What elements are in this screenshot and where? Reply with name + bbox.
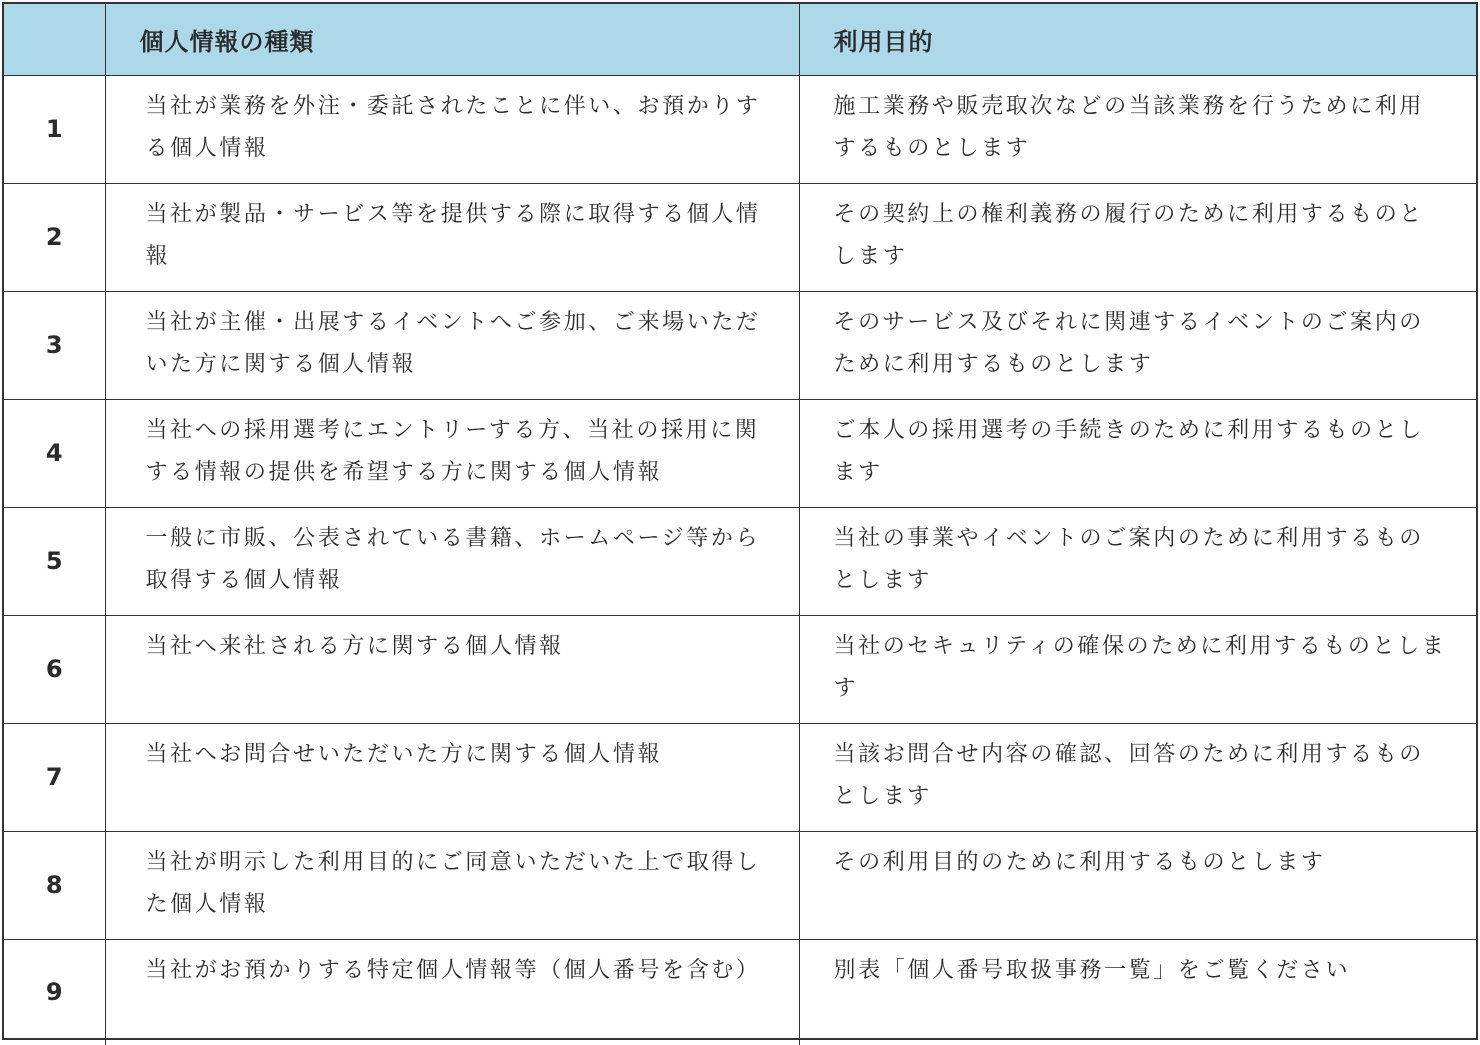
row-type: 当社への採用選考にエントリーする方、当社の採用に関する情報の提供を希望する方に関する個人情報 <box>105 399 799 507</box>
row-purpose: その契約上の権利義務の履行のために利用するものとします <box>799 183 1476 291</box>
row-type: 当社へ来社される方に関する個人情報 <box>105 615 799 723</box>
table-row <box>4 291 1476 399</box>
table-row <box>4 399 1476 507</box>
row-number: 9 <box>4 939 105 1045</box>
personal-info-table-container <box>2 2 1478 1040</box>
table-row <box>4 75 1476 183</box>
row-purpose: ご本人の採用選考の手続きのために利用するものとします <box>799 399 1476 507</box>
table-row <box>4 723 1476 831</box>
header-type: 個人情報の種類 <box>105 4 799 75</box>
row-number: 1 <box>4 75 105 183</box>
table-header <box>4 4 1476 75</box>
row-number: 8 <box>4 831 105 939</box>
row-number: 5 <box>4 507 105 615</box>
row-purpose: 施工業務や販売取次などの当該業務を行うために利用するものとします <box>799 75 1476 183</box>
table-body <box>4 75 1476 1045</box>
personal-info-purpose-table <box>4 4 1476 1045</box>
row-number: 2 <box>4 183 105 291</box>
row-purpose: 当社のセキュリティの確保のために利用するものとします <box>799 615 1476 723</box>
row-type: 一般に市販、公表されている書籍、ホームページ等から取得する個人情報 <box>105 507 799 615</box>
row-type: 当社が業務を外注・委託されたことに伴い、お預かりする個人情報 <box>105 75 799 183</box>
header-row <box>4 4 1476 75</box>
row-type: 当社へお問合せいただいた方に関する個人情報 <box>105 723 799 831</box>
row-type: 当社が製品・サービス等を提供する際に取得する個人情報 <box>105 183 799 291</box>
row-purpose: 当社の事業やイベントのご案内のために利用するものとします <box>799 507 1476 615</box>
row-type: 当社が主催・出展するイベントへご参加、ご来場いただいた方に関する個人情報 <box>105 291 799 399</box>
header-purpose: 利用目的 <box>799 4 1476 75</box>
table-row <box>4 615 1476 723</box>
row-number: 6 <box>4 615 105 723</box>
row-type: 当社が明示した利用目的にご同意いただいた上で取得した個人情報 <box>105 831 799 939</box>
table-row <box>4 939 1476 1045</box>
row-number: 7 <box>4 723 105 831</box>
header-number <box>4 4 105 75</box>
table-row <box>4 507 1476 615</box>
row-purpose: その利用目的のために利用するものとします <box>799 831 1476 939</box>
row-number: 4 <box>4 399 105 507</box>
row-purpose: そのサービス及びそれに関連するイベントのご案内のために利用するものとします <box>799 291 1476 399</box>
row-type: 当社がお預かりする特定個人情報等（個人番号を含む） <box>105 939 799 1045</box>
row-purpose: 当該お問合せ内容の確認、回答のために利用するものとします <box>799 723 1476 831</box>
table-row <box>4 831 1476 939</box>
row-number: 3 <box>4 291 105 399</box>
table-row <box>4 183 1476 291</box>
row-purpose: 別表「個人番号取扱事務一覧」をご覧ください <box>799 939 1476 1045</box>
